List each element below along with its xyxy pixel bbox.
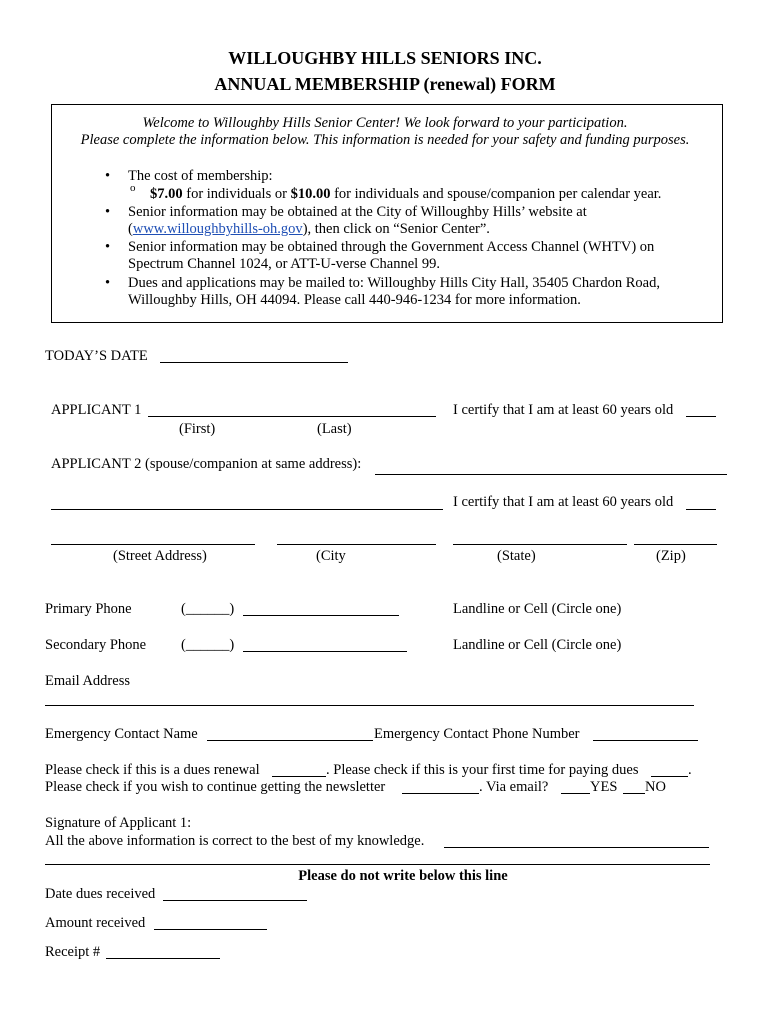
bullet-icon: •	[105, 204, 111, 220]
sub-bullet-icon: o	[130, 182, 136, 194]
amount-received-field[interactable]	[154, 929, 267, 930]
bullet-icon: •	[105, 168, 111, 184]
office-divider	[45, 864, 710, 865]
primary-phone-type: Landline or Cell (Circle one)	[453, 601, 622, 617]
price-couple: $10.00	[290, 186, 331, 202]
primary-phone-label: Primary Phone	[45, 601, 132, 617]
applicant2-name-field[interactable]	[51, 509, 443, 510]
newsletter-label: Please check if you wish to continue getting the newsletter	[45, 779, 386, 795]
applicant1-age-certify: I certify that I am at least 60 years old	[453, 402, 674, 418]
period: .	[688, 762, 692, 778]
applicant2-label: APPLICANT 2 (spouse/companion at same address):	[51, 456, 362, 472]
todays-date-field[interactable]	[160, 362, 348, 363]
website-info-line1: Senior information may be obtained at the City of Willoughby Hills’ website at	[128, 204, 587, 220]
date-received-field[interactable]	[163, 900, 307, 901]
via-email-label: . Via email?	[479, 779, 549, 795]
zip-caption: (Zip)	[656, 548, 686, 564]
cost-detail: o $7.00 for individuals or $10.00 for individuals and spouse/companion per calendar year.	[130, 182, 662, 202]
bullet-icon: •	[105, 275, 111, 291]
email-no-check[interactable]	[623, 793, 645, 794]
state-caption: (State)	[497, 548, 536, 564]
street-caption: (Street Address)	[113, 548, 207, 564]
first-name-caption: (First)	[179, 421, 216, 437]
receipt-label: Receipt #	[45, 944, 101, 960]
city-caption: (City	[316, 548, 346, 564]
emergency-phone-field[interactable]	[593, 740, 698, 741]
signature-field[interactable]	[444, 847, 709, 848]
mail-info-line2: Willoughby Hills, OH 44094. Please call 440-946-1234 for more information.	[128, 292, 581, 308]
secondary-phone-field[interactable]	[243, 651, 407, 652]
mail-info-line1: Dues and applications may be mailed to: Willoughby Hills City Hall, 35405 Chardon Road,	[128, 275, 660, 291]
applicant1-name-field[interactable]	[148, 416, 436, 417]
cost-heading: The cost of membership:	[128, 168, 273, 184]
state-field[interactable]	[453, 544, 627, 545]
street-field[interactable]	[51, 544, 255, 545]
zip-field[interactable]	[634, 544, 717, 545]
tv-info-line1: Senior information may be obtained through the Government Access Channel (WHTV) on	[128, 239, 655, 255]
form-title-org: WILLOUGHBY HILLS SENIORS INC.	[228, 48, 542, 68]
applicant2-age-field[interactable]	[686, 509, 716, 510]
applicant1-age-field[interactable]	[686, 416, 716, 417]
signature-statement: All the above information is correct to the best of my knowledge.	[45, 833, 425, 849]
applicant2-line[interactable]	[375, 474, 727, 475]
bullet-icon: •	[105, 239, 111, 255]
email-yes-check[interactable]	[561, 793, 590, 794]
dues-renewal-label: Please check if this is a dues renewal	[45, 762, 260, 778]
instructions-text: Please complete the information below. This information is needed for your safety and funding purposes.	[80, 132, 690, 148]
newsletter-check[interactable]	[402, 793, 479, 794]
applicant2-age-certify: I certify that I am at least 60 years old	[453, 494, 674, 510]
date-received-label: Date dues received	[45, 886, 156, 902]
emergency-name-label: Emergency Contact Name	[45, 726, 198, 742]
form-title: ANNUAL MEMBERSHIP (renewal) FORM	[214, 74, 556, 94]
website-info-line2: (www.willoughbyhills-oh.gov), then click on “Senior Center”.	[128, 221, 490, 237]
first-time-dues-check[interactable]	[651, 776, 688, 777]
website-link[interactable]: www.willoughbyhills-oh.gov	[132, 221, 303, 237]
price-individual: $7.00	[150, 186, 183, 202]
secondary-area-code-field[interactable]: (______)	[181, 637, 235, 653]
welcome-text: Welcome to Willoughby Hills Senior Center! We look forward to your participation.	[142, 115, 628, 131]
city-field[interactable]	[277, 544, 436, 545]
signature-heading: Signature of Applicant 1:	[45, 815, 192, 831]
emergency-phone-label: Emergency Contact Phone Number	[374, 726, 580, 742]
tv-info-line2: Spectrum Channel 1024, or ATT-U-verse Channel 99.	[128, 256, 440, 272]
secondary-phone-type: Landline or Cell (Circle one)	[453, 637, 622, 653]
secondary-phone-label: Secondary Phone	[45, 637, 147, 653]
email-field[interactable]	[45, 705, 694, 706]
primary-phone-field[interactable]	[243, 615, 399, 616]
dues-renewal-check[interactable]	[272, 776, 326, 777]
applicant1-label: APPLICANT 1	[51, 402, 142, 418]
yes-label: YES	[590, 779, 618, 795]
first-time-dues-label: . Please check if this is your first time for paying dues	[326, 762, 639, 778]
email-label: Email Address	[45, 673, 130, 689]
emergency-name-field[interactable]	[207, 740, 373, 741]
last-name-caption: (Last)	[317, 421, 352, 437]
todays-date-label: TODAY’S DATE	[45, 348, 148, 364]
office-use-heading: Please do not write below this line	[298, 868, 508, 884]
amount-received-label: Amount received	[45, 915, 146, 931]
no-label: NO	[645, 779, 666, 795]
receipt-field[interactable]	[106, 958, 220, 959]
primary-area-code-field[interactable]: (______)	[181, 601, 235, 617]
